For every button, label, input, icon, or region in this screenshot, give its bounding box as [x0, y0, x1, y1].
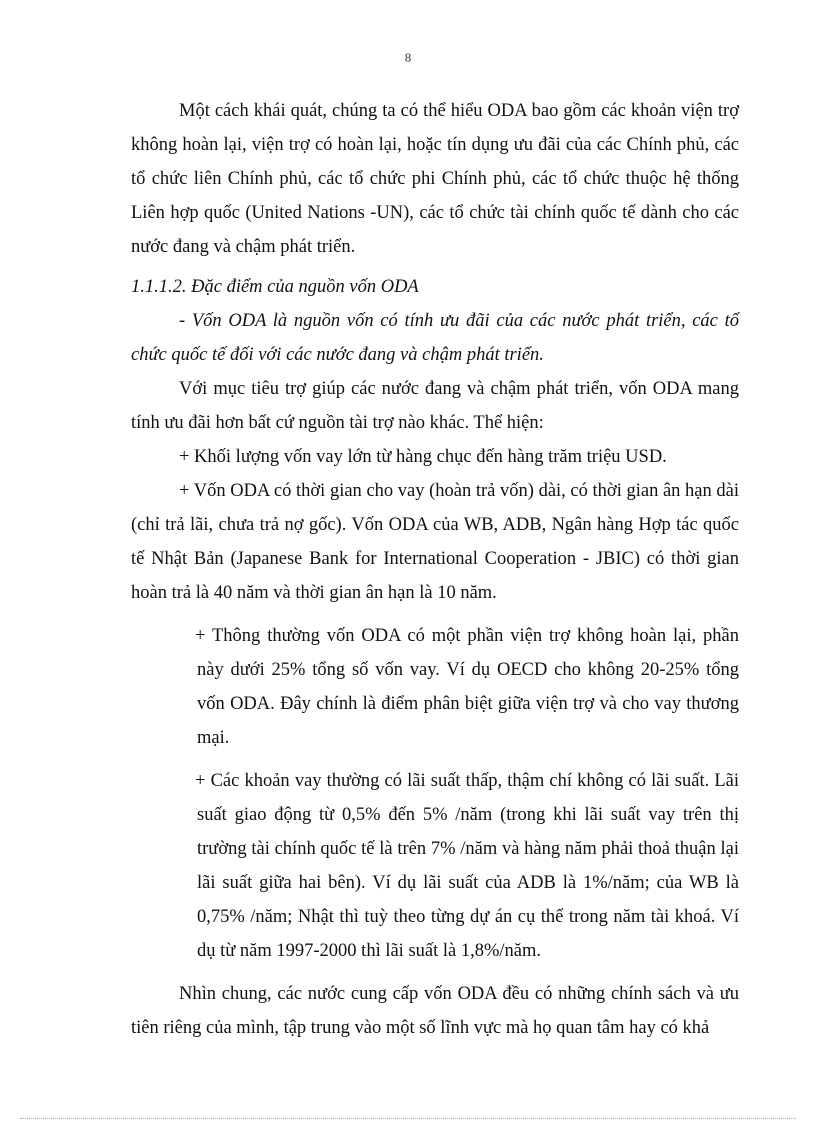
section-heading: 1.1.1.2. Đặc điểm của nguồn vốn ODA [131, 277, 419, 297]
bullet-loan-volume: + Khối lượng vốn vay lớn từ hàng chục đến hàng trăm triệu USD. [179, 447, 667, 467]
paragraph-oda-definition: Một cách khái quát, chúng ta có thể hiểu ODA bao gồm các khoản viện trợ không hoàn lại, viện trợ có hoàn lại, hoặc tín dụng ưu đãi của các Chính phủ, các tổ chức liên Chính phủ, các tổ chức phi Chính phủ, các tổ chức thuộc hệ thống Liên hợp quốc (United Nations -UN), các tổ chức tài chính quốc tế dành cho các nước đang và chậm phát triển. [131, 101, 739, 257]
paragraph-donor-policies: Nhìn chung, các nước cung cấp vốn ODA đều có những chính sách và ưu tiên riêng của mình, tập trung vào một số lĩnh vực mà họ quan tâm hay có khả [131, 984, 739, 1038]
document-body [131, 94, 739, 1045]
bullet-loan-duration: + Vốn ODA có thời gian cho vay (hoàn trả vốn) dài, có thời gian ân hạn dài (chỉ trả lãi, chưa trả nợ gốc). Vốn ODA của WB, ADB, Ngân hàng Hợp tác quốc tế Nhật Bản (Japanese Bank for International Cooperation - JBIC) có thời gian hoàn trả là 40 năm và thời gian ân hạn là 10 năm. [131, 481, 739, 603]
page-number: 8 [404, 50, 412, 65]
paragraph-oda-preferential: Với mục tiêu trợ giúp các nước đang và chậm phát triển, vốn ODA mang tính ưu đãi hơn bất cứ nguồn tài trợ nào khác. Thể hiện: [131, 379, 739, 433]
page-bottom-rule [20, 1118, 796, 1119]
bullet-interest-rate: + Các khoản vay thường có lãi suất thấp, thậm chí không có lãi suất. Lãi suất giao động từ 0,5% đến 5% /năm (trong khi lãi suất vay trên thị trường tài chính quốc tế là trên 7% /năm và hàng năm phải thoả thuận lại lãi suất giữa hai bên). Ví dụ lãi suất của ADB là 1%/năm; của WB là 0,75% /năm; Nhật thì tuỳ theo từng dự án cụ thể trong năm tài khoá. Ví dụ từ năm 1997-2000 thì lãi suất là 1,8%/năm. [195, 771, 739, 961]
paragraph-oda-characteristic: - Vốn ODA là nguồn vốn có tính ưu đãi của các nước phát triển, các tổ chức quốc tế đối với các nước đang và chậm phát triển. [131, 311, 739, 365]
bullet-grant-portion: + Thông thường vốn ODA có một phần viện trợ không hoàn lại, phần này dưới 25% tổng số vốn vay. Ví dụ OECD cho không 20-25% tổng vốn ODA. Đây chính là điểm phân biệt giữa viện trợ và cho vay thương mại. [195, 626, 739, 748]
